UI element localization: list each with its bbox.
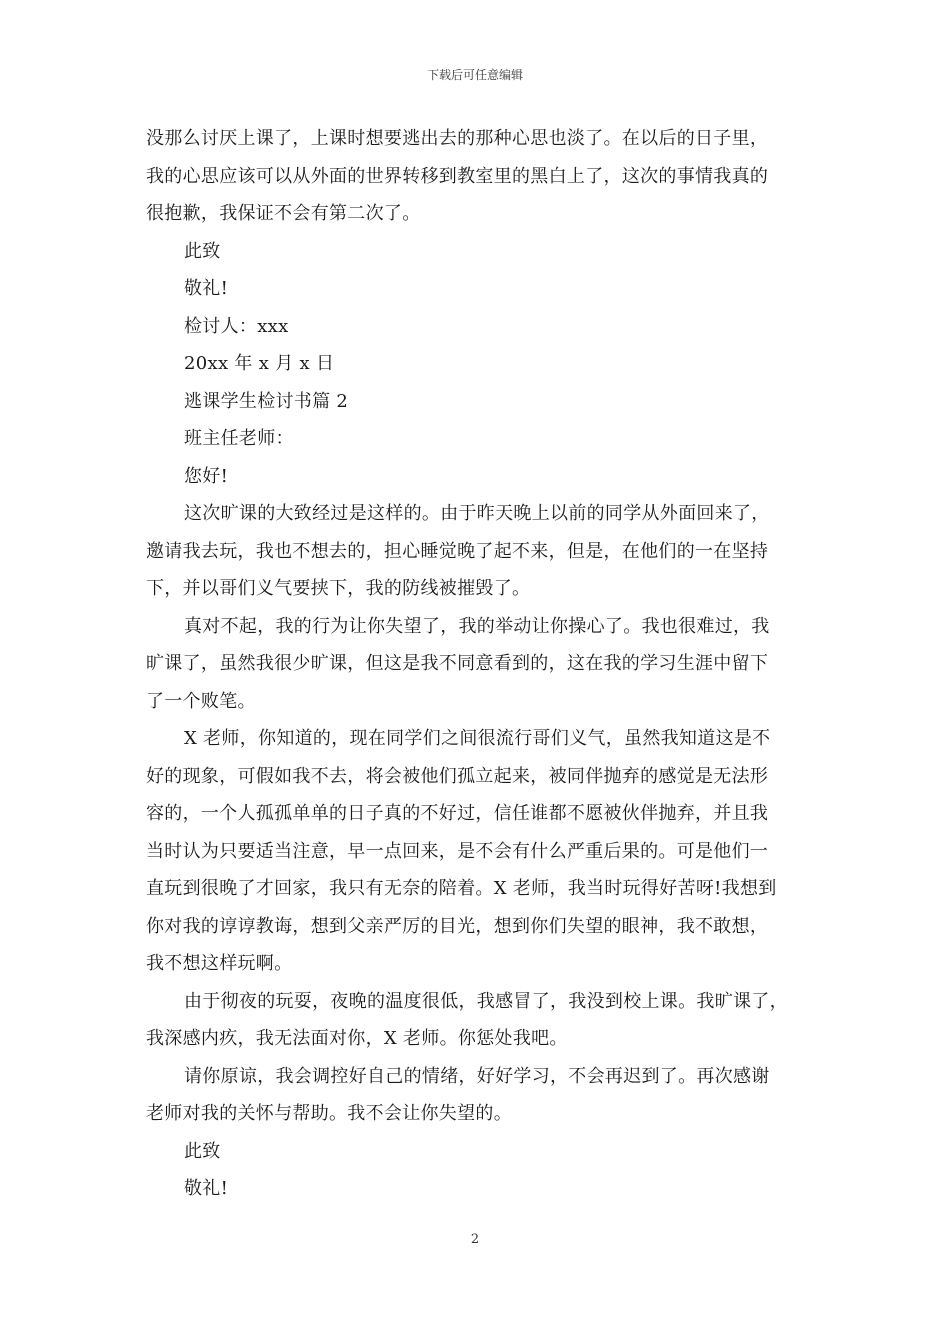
text-line: 此致 <box>184 240 221 262</box>
text-line: 我的心思应该可以从外面的世界转移到教室里的黑白上了，这次的事情我真的 <box>146 165 769 187</box>
text-line: 了一个败笔。 <box>146 690 256 712</box>
text-line: 此致 <box>184 1140 221 1162</box>
text-line: 老师对我的关怀与帮助。我不会让你失望的。 <box>146 1103 512 1124</box>
text-line: 很抱歉，我保证不会有第二次了。 <box>146 203 421 224</box>
text-line: 您好! <box>184 465 229 487</box>
text-line: 没那么讨厌上课了，上课时想要逃出去的那种心思也淡了。在以后的日子里， <box>146 128 769 149</box>
text-line: 我不想这样玩啊。 <box>146 953 293 974</box>
text-line: 下，并以哥们义气要挟下，我的防线被摧毁了。 <box>146 578 531 599</box>
document-body <box>146 120 810 1208</box>
text-line: 检讨人：xxx <box>184 315 289 337</box>
text-line: 直玩到很晚了才回家，我只有无奈的陪着。X 老师，我当时玩得好苦呀!我想到 <box>146 878 777 899</box>
text-line: X 老师，你知道的，现在同学们之间很流行哥们义气，虽然我知道这是不 <box>184 728 771 749</box>
text-line: 逃课学生检讨书篇 2 <box>184 390 349 412</box>
text-line: 当时认为只要适当注意，早一点回来，是不会有什么严重后果的。可是他们一 <box>146 840 769 862</box>
page-header: 下载后可任意编辑 <box>426 68 523 82</box>
text-line: 敬礼! <box>184 1178 229 1199</box>
text-line: 这次旷课的大致经过是这样的。由于昨天晚上以前的同学从外面回来了， <box>184 503 770 524</box>
text-line: 好的现象，可假如我不去，将会被他们孤立起来，被同伴抛弃的感觉是无法形 <box>146 765 769 787</box>
text-line: 敬礼! <box>184 278 229 299</box>
text-line: 邀请我去玩，我也不想去的，担心睡觉晚了起不来，但是，在他们的一在坚持 <box>146 540 769 562</box>
text-line: 我深感内疚，我无法面对你，X 老师。你惩处我吧。 <box>146 1028 568 1049</box>
text-line: 旷课了，虽然我很少旷课，但这是我不同意看到的，这在我的学习生涯中留下 <box>146 653 769 674</box>
text-line: 20xx 年 x 月 x 日 <box>184 353 335 374</box>
text-line: 真对不起，我的行为让你失望了，我的举动让你操心了。我也很难过，我 <box>184 615 770 637</box>
text-line: 班主任老师： <box>184 428 294 449</box>
text-line: 请你原谅，我会调控好自己的情绪，好好学习，不会再迟到了。再次感谢 <box>184 1065 770 1087</box>
page-number: 2 <box>470 1232 480 1247</box>
text-line: 容的，一个人孤孤单单的日子真的不好过，信任谁都不愿被伙伴抛弃，并且我 <box>146 803 769 824</box>
text-line: 你对我的谆谆教诲，想到父亲严厉的目光，想到你们失望的眼神，我不敢想， <box>146 915 769 937</box>
text-line: 由于彻夜的玩耍，夜晚的温度很低，我感冒了，我没到校上课。我旷课了， <box>184 990 788 1012</box>
